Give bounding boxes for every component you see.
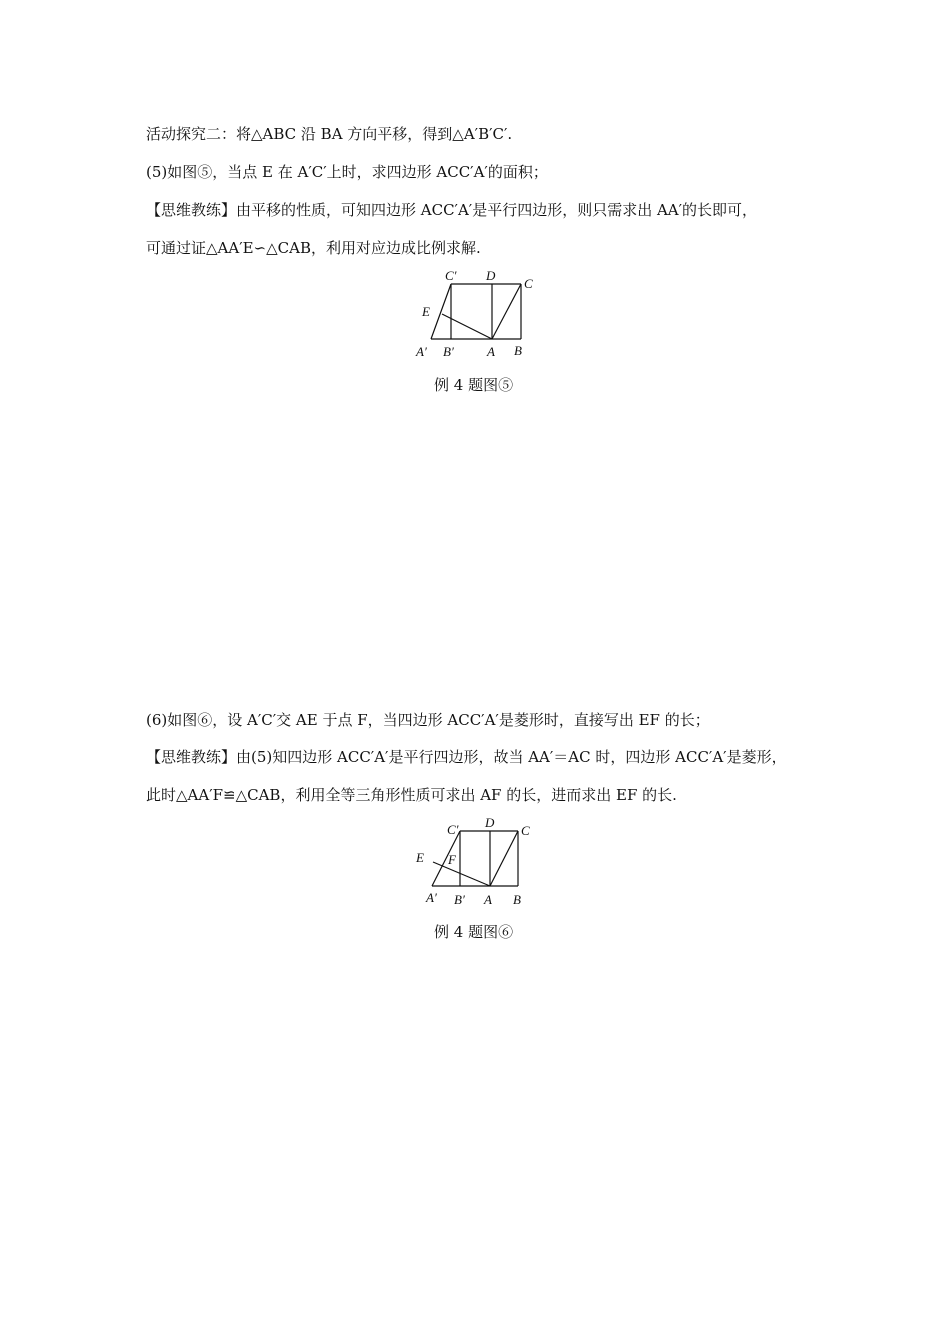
figure-6 [410,812,540,912]
hint-5-line-1: 【思维教练】由平移的性质，可知四边形 ACC′A′是平行四边形，则只需求出 AA′的长即可， [146,201,758,219]
label-e: E [422,304,430,319]
label-d: D [485,815,495,830]
label-a: A [487,344,495,359]
label-c: C [524,276,533,291]
label-f: F [448,852,456,867]
label-c-prime: C′ [447,822,459,837]
label-e: E [416,850,424,865]
hint-5-line-2: 可通过证△AA′E∽△CAB，利用对应边成比例求解. [146,239,481,257]
label-b: B [513,892,521,907]
figure-6-caption: 例 4 题图⑥ [434,923,514,941]
label-b-prime: B′ [454,892,465,907]
label-c-prime: C′ [445,268,457,283]
hint-6-line-1: 【思维教练】由(5)知四边形 ACC′A′是平行四边形，故当 AA′＝AC 时，四边形 ACC′A′是菱形， [146,748,787,766]
hint-6-line-2: 此时△AA′F≌△CAB，利用全等三角形性质可求出 AF 的长，进而求出 EF 的长. [146,786,677,804]
label-a-prime: A′ [416,344,427,359]
intro-text: 活动探究二：将△ABC 沿 BA 方向平移，得到△A′B′C′. [146,125,513,143]
figure-5 [410,265,540,365]
label-b: B [514,343,522,358]
label-b-prime: B′ [443,344,454,359]
label-c: C [521,823,530,838]
label-d: D [486,268,496,283]
label-a-prime: A′ [426,890,437,905]
question-6: (6)如图⑥，设 A′C′交 AE 于点 F，当四边形 ACC′A′是菱形时，直接写出 EF 的长； [146,711,710,729]
label-a: A [484,892,492,907]
figure-5-caption: 例 4 题图⑤ [434,376,514,394]
question-5: (5)如图⑤，当点 E 在 A′C′上时，求四边形 ACC′A′的面积； [146,163,548,181]
